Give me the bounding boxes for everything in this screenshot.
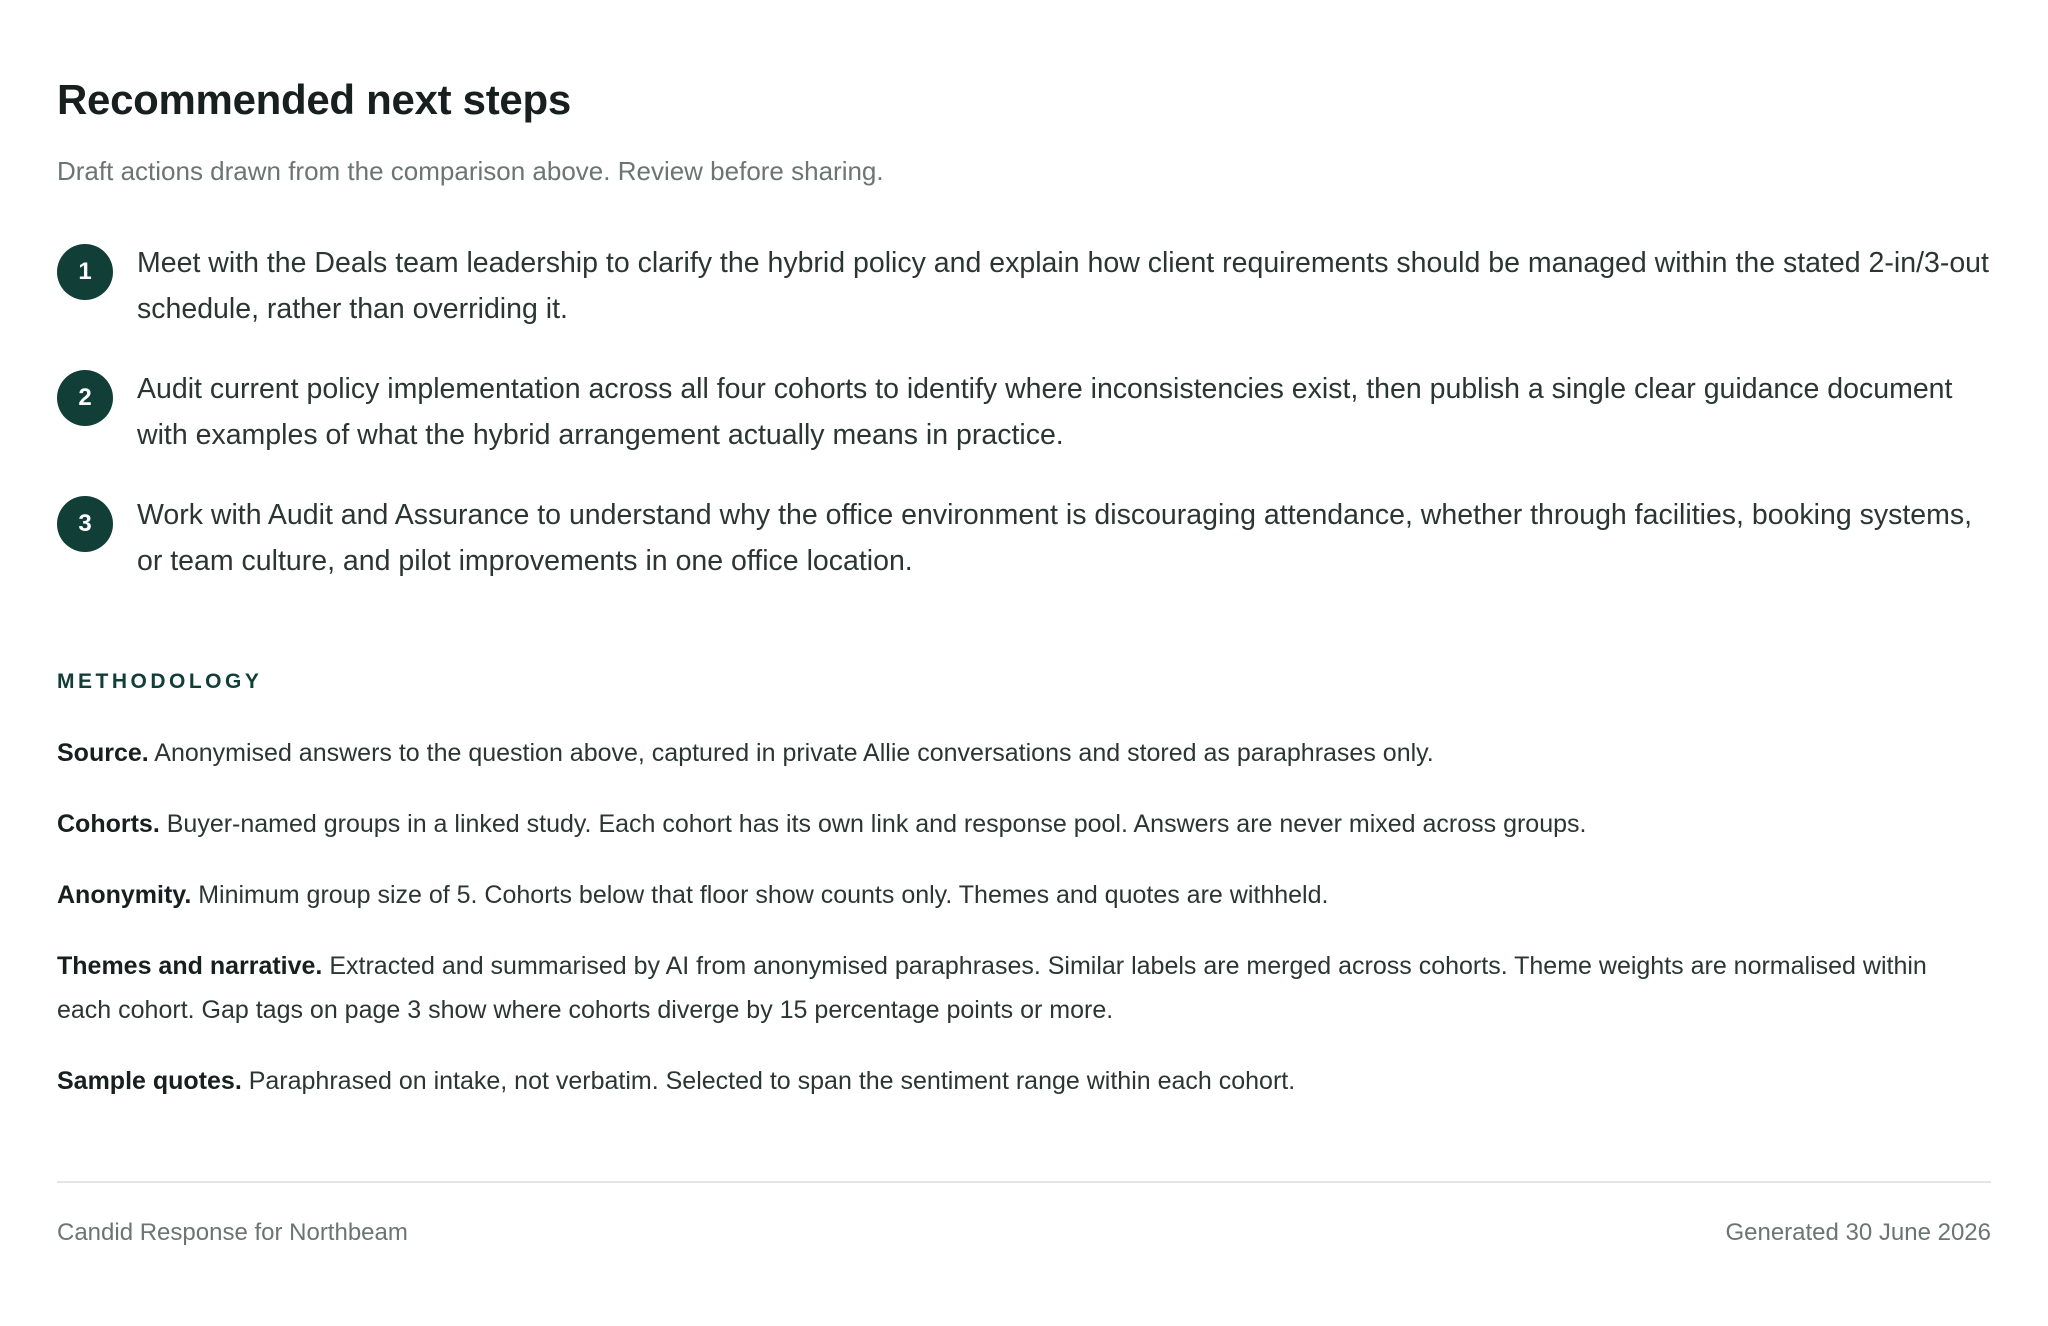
- methodology-term: Anonymity.: [57, 881, 192, 909]
- methodology-item-themes: [57, 944, 1957, 1032]
- footer-generated-date: Generated 30 June 2026: [1725, 1219, 1991, 1246]
- step-number-badge: 1: [57, 244, 113, 300]
- methodology-item-anonymity: [57, 873, 1957, 917]
- methodology-section: [57, 731, 1957, 1130]
- methodology-term: Cohorts.: [57, 810, 160, 838]
- step-text: Meet with the Deals team leadership to clarify the hybrid policy and explain how client requirements should be managed within the stated 2-in/3-out schedule, rather than overriding it.: [137, 247, 1989, 325]
- methodology-item-cohorts: [57, 802, 1957, 846]
- page-subtitle: Draft actions drawn from the comparison above. Review before sharing.: [57, 156, 884, 186]
- methodology-description: Paraphrased on intake, not verbatim. Selected to span the sentiment range within each cohort.: [248, 1067, 1296, 1095]
- step-number-badge: 3: [57, 496, 113, 552]
- methodology-term: Source.: [57, 739, 149, 767]
- methodology-description: Buyer-named groups in a linked study. Each cohort has its own link and response pool. Answers are never mixed across groups.: [166, 810, 1587, 838]
- methodology-description: Anonymised answers to the question above, captured in private Allie conversations and stored as paraphrases only.: [154, 739, 1434, 767]
- step-item-2: [57, 366, 1991, 458]
- step-item-3: [57, 492, 1991, 584]
- methodology-term: Sample quotes.: [57, 1067, 242, 1095]
- step-number-badge: 2: [57, 370, 113, 426]
- methodology-term: Themes and narrative.: [57, 952, 323, 980]
- methodology-description: Minimum group size of 5. Cohorts below that floor show counts only. Themes and quotes are withheld.: [198, 881, 1329, 909]
- step-item-1: [57, 240, 1991, 332]
- page-title: Recommended next steps: [57, 76, 571, 123]
- next-steps-list: [57, 240, 1991, 618]
- footer-divider: [57, 1181, 1991, 1183]
- methodology-item-quotes: [57, 1059, 1957, 1103]
- step-text: Work with Audit and Assurance to understand why the office environment is discouraging attendance, whether through facilities, booking systems, or team culture, and pilot improvements in one office location.: [137, 499, 1973, 577]
- step-text: Audit current policy implementation across all four cohorts to identify where inconsistencies exist, then publish a single clear guidance document with examples of what the hybrid arrangement actually means in practice.: [137, 373, 1953, 451]
- methodology-item-source: [57, 731, 1957, 775]
- methodology-description: Extracted and summarised by AI from anonymised paraphrases. Similar labels are merged across cohorts. Theme weights are normalised within each cohort. Gap tags on page 3 show where cohorts diverge by 15 percentage points or more.: [57, 952, 1927, 1024]
- methodology-heading: METHODOLOGY: [57, 670, 263, 693]
- footer-brand: Candid Response for Northbeam: [57, 1219, 408, 1246]
